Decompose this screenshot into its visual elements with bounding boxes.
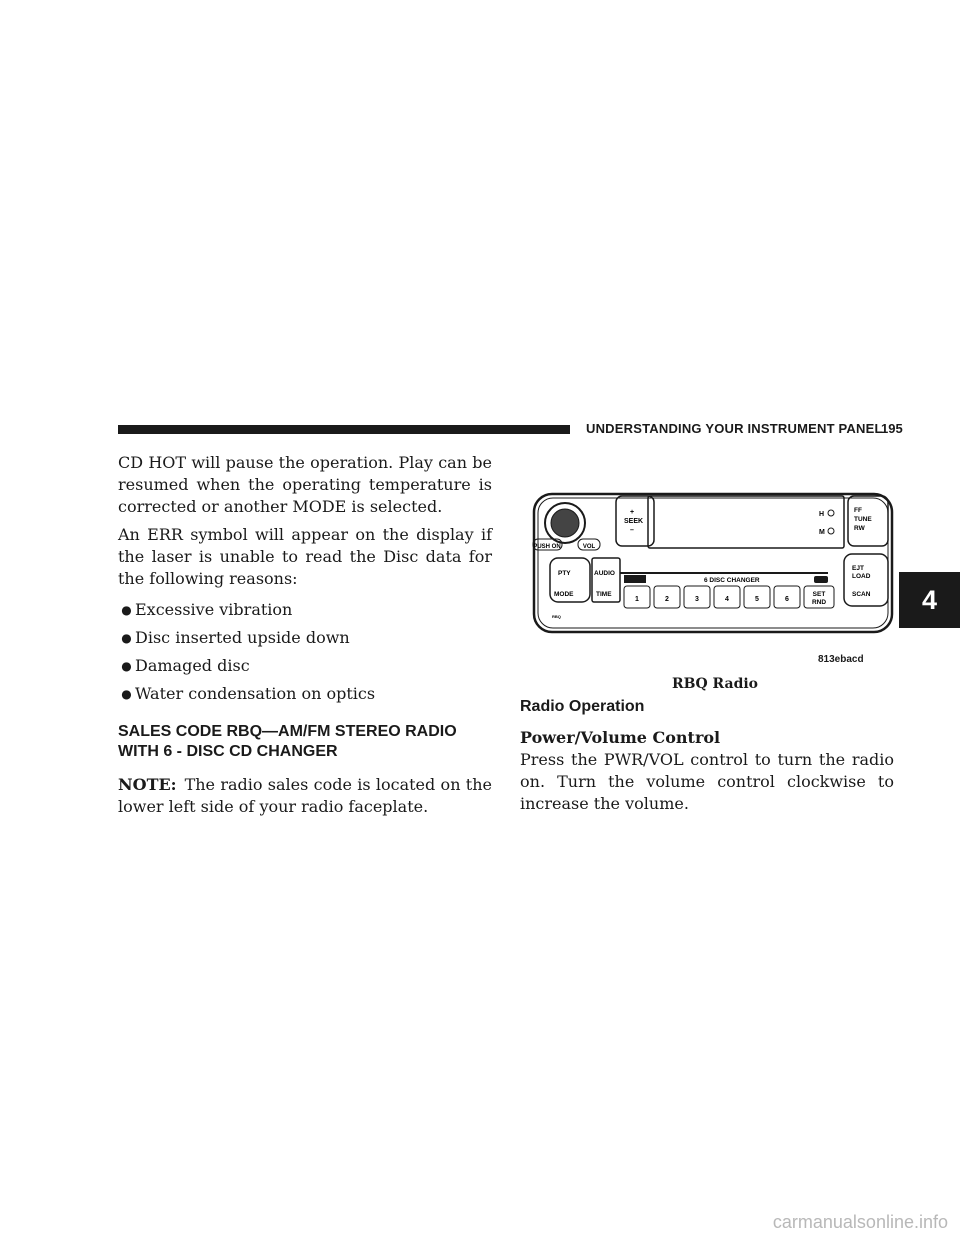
preset-4: 4: [725, 596, 729, 603]
note-label: NOTE:: [118, 775, 177, 794]
radio-illustration: [532, 490, 894, 636]
section-heading-rbq: SALES CODE RBQ—AM/FM STEREO RADIO WITH 6 - DISC CD CHANGER: [118, 723, 457, 760]
list-item: ● Disc inserted upside down: [118, 624, 492, 652]
preset-6: 6: [785, 596, 789, 603]
header-rule: [118, 425, 570, 434]
left-column: [118, 452, 492, 824]
list-item: ● Excessive vibration: [118, 596, 492, 624]
audio-label: AUDIO: [594, 570, 615, 577]
ejt-label: EJT: [852, 565, 864, 572]
bullet-icon: ●: [121, 659, 132, 673]
vol-label: VOL: [582, 544, 596, 550]
bullet-icon: ●: [121, 603, 132, 617]
paragraph-power-volume: Press the PWR/VOL control to turn the radio on. Turn the volume control clockwise to increase the volume.: [520, 750, 894, 813]
watermark: carmanualsonline.info: [772, 1212, 948, 1232]
scan-label: SCAN: [852, 591, 871, 598]
seek-label: SEEK: [624, 518, 644, 525]
preset-2: 2: [665, 596, 669, 603]
seek-minus-label: –: [630, 527, 634, 534]
sub-heading-power-volume: Power/Volume Control: [520, 728, 721, 747]
note-text: The radio sales code is located on the lower left side of your radio faceplate.: [118, 775, 492, 816]
figure-caption: RBQ Radio: [672, 676, 759, 692]
rw-label: RW: [854, 525, 865, 532]
list-item: ● Water condensation on optics: [118, 680, 492, 708]
pty-label: PTY: [558, 570, 571, 577]
bullet-icon: ●: [121, 631, 132, 645]
preset-5: 5: [755, 596, 759, 603]
push-on-label: PUSH ON: [533, 544, 561, 550]
tune-label: TUNE: [854, 516, 872, 523]
rnd-label: RND: [811, 599, 827, 606]
section-heading-radio-operation: Radio Operation: [520, 698, 645, 715]
reason-list: [118, 596, 492, 708]
paragraph-err-symbol: An ERR symbol will appear on the display if the laser is unable to read the Disc data for the following reasons:: [118, 525, 492, 588]
chapter-tab: 4: [899, 572, 960, 628]
time-label: TIME: [596, 591, 612, 598]
preset-1: 1: [635, 596, 639, 603]
load-label: LOAD: [852, 573, 871, 580]
changer-label: 6 DISC CHANGER: [704, 577, 760, 584]
mode-label: MODE: [554, 591, 574, 598]
figure-id: 813ebacd: [818, 654, 864, 665]
h-label: H: [819, 511, 825, 518]
m-label: M: [819, 529, 825, 536]
seek-plus-label: +: [630, 509, 635, 516]
set-label: SET: [812, 591, 826, 598]
running-header-title: UNDERSTANDING YOUR INSTRUMENT PANEL: [586, 421, 883, 436]
list-item: ● Damaged disc: [118, 652, 492, 680]
radio-code-label: RBQ: [552, 614, 561, 619]
right-column: [520, 697, 894, 815]
note-paragraph: [118, 774, 492, 818]
page-number: 195: [881, 421, 903, 436]
paragraph-cd-hot: CD HOT will pause the operation. Play can be resumed when the operating temperature is corrected or another MODE is selected.: [118, 453, 492, 516]
preset-3: 3: [695, 596, 699, 603]
bullet-icon: ●: [121, 687, 132, 701]
ff-label: FF: [854, 507, 862, 514]
